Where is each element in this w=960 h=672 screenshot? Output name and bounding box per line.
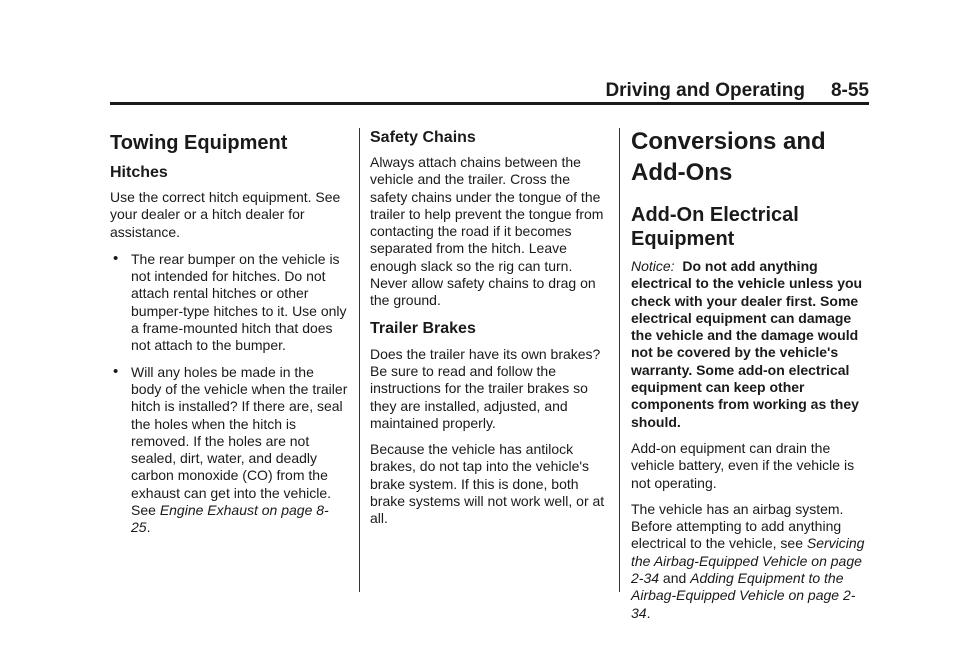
trailer-brakes-paragraph-1: Does the trailer have its own brakes? Be sure to read and follow the instructions for the trailer brakes so they are installed, adjusted, and maintained properly.: [370, 345, 601, 431]
trailer-brakes-paragraph-2: Because the vehicle has antilock brakes, do not tap into the vehicle's brake system. If this is done, both brake systems will not work well, or at all.: [370, 441, 605, 527]
hitches-bullet-2: [110, 364, 348, 537]
and-text: and: [659, 570, 691, 587]
notice-text: Do not add anything electrical to the vehicle unless you check with your dealer first. Some electrical equipment can damage the vehicle and the damage would not be covered by the vehicle's warranty. Some add-on electrical equipment can keep other components from working as they should.: [631, 258, 863, 430]
column-1: [110, 128, 348, 537]
conversions-add-ons-heading: Conversions and Add-Ons: [631, 128, 826, 186]
page-header: [110, 80, 869, 104]
add-on-paragraph-2: [631, 501, 871, 622]
hitches-heading: Hitches: [110, 164, 168, 181]
towing-equipment-heading: Towing Equipment: [110, 132, 288, 154]
header-page-number: 8-55: [830, 80, 869, 101]
column-2: [370, 128, 606, 528]
bullet-2-end: .: [146, 519, 151, 536]
add-on-paragraph-2-text: The vehicle has an airbag system. Before attempting to add anything electrical to the vehicle, see: [631, 500, 844, 552]
trailer-brakes-heading: Trailer Brakes: [370, 319, 476, 337]
column-divider-1: [359, 128, 360, 592]
add-on-electrical-heading: Add-On Electrical Equipment: [631, 204, 799, 250]
servicing-airbag-reference[interactable]: Servicing the Airbag-Equipped Vehicle on page 2-34: [631, 535, 865, 587]
bullet-1-text: The rear bumper on the vehicle is not intended for hitches. Do not attach rental hitches or other bumper-type hitches to it. Use only a frame-mounted hitch that does not attach to the bumper.: [131, 250, 347, 354]
bullet-2-text: Will any holes be made in the body of the vehicle when the trailer hitch is installed? If there are, seal the holes when the hitch is removed. If the holes are not sealed, dirt, water, and deadly carbon monoxide (CO) from the exhaust can get into the vehicle. See: [131, 363, 348, 519]
hitches-intro: Use the correct hitch equipment. See your dealer or a hitch dealer for assistance.: [110, 189, 341, 240]
hitches-bullet-list: [110, 251, 348, 537]
add-on-paragraph-2-end: .: [646, 604, 651, 621]
header-section-title: Driving and Operating: [605, 80, 805, 101]
add-on-paragraph-1: Add-on equipment can drain the vehicle battery, even if the vehicle is not operating.: [631, 439, 855, 491]
notice-label: Notice:: [631, 258, 675, 274]
engine-exhaust-reference[interactable]: Engine Exhaust on page 8-25: [131, 502, 329, 536]
hitches-bullet-1: [110, 251, 348, 355]
safety-chains-heading: Safety Chains: [370, 129, 476, 146]
safety-chains-text: Always attach chains between the vehicle and the trailer. Cross the safety chains under the tongue of the trailer to help prevent the tongue from contacting the road if it becomes separated from the hitch. Leave enough slack so the rig can turn. Never allow safety chains to drag on the ground.: [370, 154, 604, 309]
column-3: [631, 128, 871, 622]
adding-equipment-airbag-reference[interactable]: Adding Equipment to the Airbag-Equipped Vehicle on page 2-34: [631, 570, 856, 621]
column-divider-2: [619, 128, 620, 592]
notice-paragraph: [631, 258, 871, 431]
header-rule: [110, 102, 869, 105]
